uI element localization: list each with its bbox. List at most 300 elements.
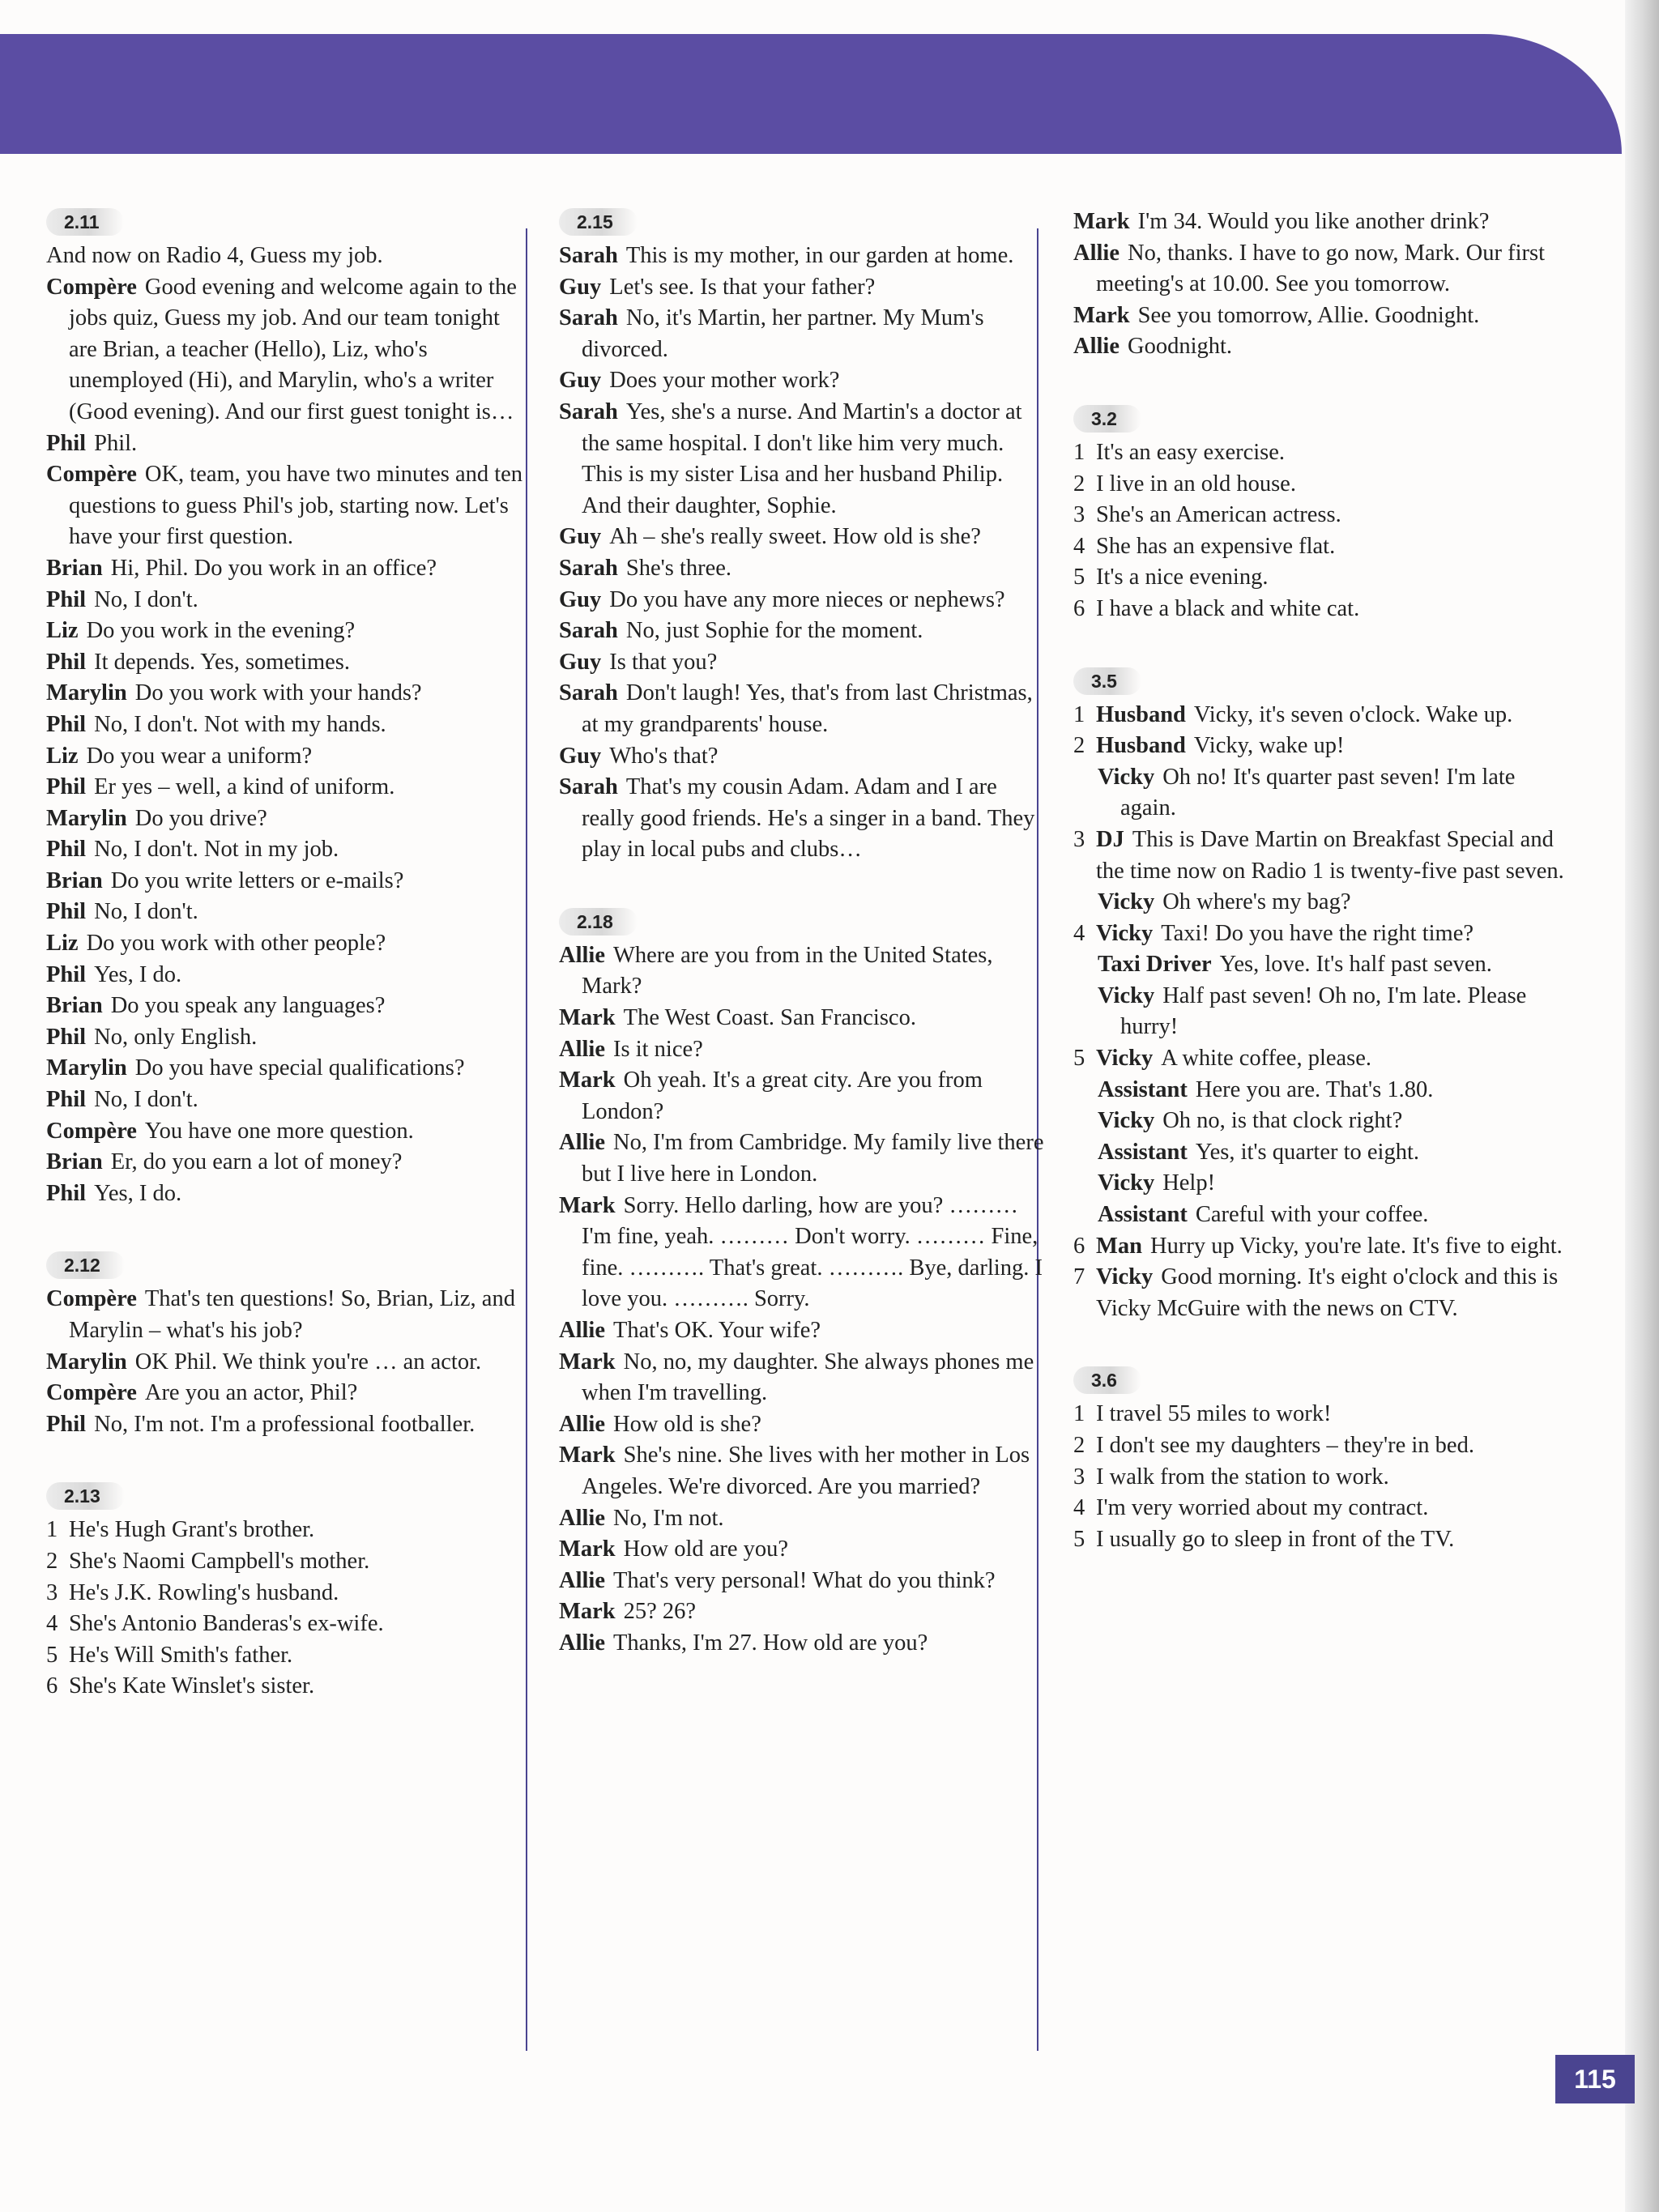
speaker-name: Sarah <box>559 618 618 644</box>
line-text: Is it nice? <box>613 1036 703 1062</box>
list-item <box>46 1640 524 1672</box>
dialogue-line <box>559 678 1045 740</box>
item-number: 2 <box>1073 733 1085 759</box>
page-number: 115 <box>1555 2055 1635 2103</box>
dialogue-line <box>559 1503 1045 1535</box>
line-text: Good morning. It's eight o'clock and this is Vicky McGuire with the news on CTV. <box>1096 1264 1559 1321</box>
dialogue-line <box>559 1596 1045 1628</box>
speaker-name: Brian <box>46 993 103 1019</box>
line-text: Do you write letters or e-mails? <box>110 867 404 893</box>
item-number: 1 <box>1073 701 1085 727</box>
section-2-18 <box>559 906 1045 1660</box>
line-text: Are you an actor, Phil? <box>144 1380 358 1406</box>
speaker-name: Mark <box>559 1349 616 1375</box>
section-2-11 <box>46 207 524 1209</box>
item-text: She's Naomi Campbell's mother. <box>69 1548 370 1574</box>
dialogue-line <box>559 553 1045 585</box>
speaker-name: Phil <box>46 711 87 737</box>
line-text: Does your mother work? <box>609 368 840 394</box>
dialogue-line <box>46 897 524 928</box>
list-item <box>46 1515 524 1546</box>
dialogue-line <box>46 1147 524 1178</box>
speaker-name: Phil <box>46 837 87 863</box>
speaker-name: Marylin <box>46 1349 127 1375</box>
dialogue-line <box>46 616 524 647</box>
dialogue-line <box>46 1085 524 1116</box>
dialogue-line <box>46 272 524 428</box>
item-number: 6 <box>1073 1233 1085 1259</box>
speaker-name: Compère <box>46 1286 137 1312</box>
item-text: I travel 55 miles to work! <box>1096 1401 1332 1427</box>
line-text: No, I don't. <box>94 899 198 925</box>
speaker-name: Allie <box>559 1130 605 1156</box>
speaker-name: Allie <box>559 1036 605 1062</box>
line-text: Oh no, is that clock right? <box>1162 1108 1403 1134</box>
speaker-name: Taxi Driver <box>1098 952 1212 978</box>
dialogue-line <box>559 1628 1045 1660</box>
speaker-name: Brian <box>46 1149 103 1175</box>
item-text: She's an American actress. <box>1096 502 1341 528</box>
line-text: Ah – she's really sweet. How old is she? <box>609 524 981 550</box>
list-item <box>1073 1493 1567 1524</box>
speaker-name: Assistant <box>1098 1202 1188 1228</box>
line-text: Yes, it's quarter to eight. <box>1195 1139 1419 1165</box>
line-text: The West Coast. San Francisco. <box>623 1005 916 1031</box>
dialogue-line <box>46 241 524 272</box>
line-text: Oh yeah. It's a great city. Are you from London? <box>582 1068 983 1124</box>
speaker-name: Vicky <box>1096 1264 1154 1290</box>
dialogue-line <box>1073 1200 1567 1231</box>
speaker-name: Sarah <box>559 555 618 581</box>
speaker-name: Liz <box>46 931 79 957</box>
track-tag: 3.5 <box>1073 667 1141 695</box>
speaker-name: Allie <box>559 942 605 968</box>
dialogue-line <box>559 397 1045 522</box>
track-tag: 2.15 <box>559 208 638 236</box>
dialogue-line <box>46 1409 524 1441</box>
line-text: Vicky, it's seven o'clock. Wake up. <box>1193 701 1513 727</box>
line-text: Half past seven! Oh no, I'm late. Please hurry! <box>1120 982 1527 1040</box>
speaker-name: Vicky <box>1098 889 1155 915</box>
header-banner <box>0 34 1622 154</box>
dialogue-line <box>46 553 524 585</box>
speaker-name: Vicky <box>1098 982 1155 1008</box>
speaker-name: Brian <box>46 555 103 581</box>
speaker-name: Sarah <box>559 680 618 706</box>
dialogue <box>1073 700 1567 1325</box>
dialogue-line <box>46 741 524 773</box>
dialogue-line <box>559 272 1045 304</box>
speaker-name: Phil <box>46 1024 87 1050</box>
section-2-12 <box>46 1250 524 1440</box>
list-item <box>1073 437 1567 469</box>
speaker-name: Mark <box>559 1005 616 1031</box>
item-text: He's Hugh Grant's brother. <box>69 1517 315 1543</box>
dialogue-line <box>46 960 524 991</box>
line-text: Do you work with your hands? <box>134 680 422 706</box>
list-item <box>1073 1524 1567 1556</box>
speaker-name: Sarah <box>559 305 618 331</box>
item-text: She's Kate Winslet's sister. <box>69 1673 315 1699</box>
speaker-name: Mark <box>1073 209 1130 234</box>
speaker-name: Brian <box>46 867 103 893</box>
line-text: Help! <box>1162 1170 1216 1196</box>
track-tag: 2.18 <box>559 908 638 936</box>
line-text: No, no, my daughter. She always phones me when I'm travelling. <box>582 1349 1034 1406</box>
list-item <box>46 1546 524 1578</box>
dialogue-line <box>46 866 524 897</box>
line-text: OK, team, you have two minutes and ten questions to guess Phil's job, starting now. Let's have your first question. <box>69 462 523 550</box>
item-text: He's Will Smith's father. <box>69 1642 293 1668</box>
dialogue-line <box>559 647 1045 679</box>
item-number: 3 <box>1073 502 1085 528</box>
dialogue-line <box>559 616 1045 647</box>
dialogue-line <box>1073 700 1567 731</box>
item-number: 5 <box>1073 565 1085 590</box>
line-text: This is my mother, in our garden at home. <box>625 243 1014 268</box>
speaker-name: Sarah <box>559 243 618 268</box>
line-text: No, thanks. I have to go now, Mark. Our first meeting's at 10.00. See you tomorrow. <box>1096 240 1546 297</box>
item-number: 7 <box>1073 1264 1085 1290</box>
line-text: That's OK. Your wife? <box>613 1318 821 1343</box>
section-3-2 <box>1073 403 1567 625</box>
list-item <box>46 1578 524 1609</box>
item-text: It's an easy exercise. <box>1096 439 1286 465</box>
item-number: 5 <box>1073 1526 1085 1552</box>
dialogue-line <box>46 647 524 679</box>
speaker-name: Marylin <box>46 680 127 706</box>
dialogue-line <box>1073 1106 1567 1137</box>
speaker-name: Allie <box>559 1630 605 1656</box>
line-text: No, I'm from Cambridge. My family live there but I live here in London. <box>582 1130 1044 1187</box>
line-text: No, only English. <box>94 1024 258 1050</box>
list-item <box>1073 594 1567 625</box>
dialogue-line <box>46 991 524 1022</box>
speaker-name: Phil <box>46 961 87 987</box>
line-text: How old are you? <box>623 1536 789 1562</box>
dialogue-line <box>46 428 524 460</box>
speaker-name: Phil <box>46 899 87 925</box>
line-text: No, I'm not. I'm a professional footballer. <box>94 1411 476 1437</box>
line-text: Do you wear a uniform? <box>86 743 313 769</box>
speaker-name: Man <box>1096 1233 1142 1259</box>
line-text: That's ten questions! So, Brian, Liz, and Marylin – what's his job? <box>69 1286 515 1343</box>
dialogue-line <box>1073 331 1567 363</box>
line-text: Do you have any more nieces or nephews? <box>609 586 1005 612</box>
line-text: Yes, love. It's half past seven. <box>1219 952 1492 978</box>
line-text: Do you drive? <box>134 805 267 831</box>
line-text: Here you are. That's 1.80. <box>1195 1076 1434 1102</box>
dialogue-line <box>1073 1168 1567 1200</box>
dialogue-line <box>46 1022 524 1054</box>
item-text: I walk from the station to work. <box>1096 1464 1389 1490</box>
line-text: No, I don't. <box>94 1087 198 1113</box>
dialogue-line <box>46 1116 524 1148</box>
dialogue-line <box>559 585 1045 616</box>
speaker-name: Phil <box>46 649 87 675</box>
speaker-name: Assistant <box>1098 1139 1188 1165</box>
dialogue-line <box>559 365 1045 397</box>
dialogue-line <box>559 1127 1045 1190</box>
line-text: See you tomorrow, Allie. Goodnight. <box>1137 302 1480 328</box>
item-number: 4 <box>1073 920 1085 946</box>
item-text: I live in an old house. <box>1096 471 1296 497</box>
column-left <box>46 207 524 1743</box>
line-text: Who's that? <box>609 743 719 769</box>
line-text: Do you have special qualifications? <box>134 1055 465 1081</box>
item-number: 6 <box>1073 595 1085 621</box>
dialogue <box>559 241 1045 866</box>
dialogue-line <box>559 772 1045 866</box>
dialogue-line <box>1073 825 1567 887</box>
dialogue-line <box>559 1566 1045 1597</box>
speaker-name: Mark <box>559 1599 616 1625</box>
track-tag: 3.6 <box>1073 1366 1141 1394</box>
dialogue-line <box>1073 731 1567 762</box>
line-text: A white coffee, please. <box>1161 1046 1372 1072</box>
line-text: Taxi! Do you have the right time? <box>1161 920 1474 946</box>
item-number: 3 <box>46 1579 58 1605</box>
speaker-name: Allie <box>559 1567 605 1593</box>
speaker-name: Allie <box>559 1411 605 1437</box>
dialogue-line <box>46 1378 524 1409</box>
track-tag: 3.2 <box>1073 405 1141 433</box>
speaker-name: Compère <box>46 1380 137 1406</box>
dialogue-line <box>1073 300 1567 332</box>
speaker-name: Phil <box>46 430 87 456</box>
scan-edge <box>1625 0 1659 2212</box>
speaker-name: Husband <box>1096 733 1186 759</box>
dialogue-line <box>559 1409 1045 1441</box>
dialogue-line <box>46 459 524 553</box>
dialogue-line <box>559 1315 1045 1347</box>
dialogue-line <box>559 1003 1045 1034</box>
line-text: This is Dave Martin on Breakfast Special and the time now on Radio 1 is twenty-five past seven. <box>1096 826 1564 884</box>
dialogue-line <box>559 522 1045 553</box>
speaker-name: Phil <box>46 586 87 612</box>
item-text: I usually go to sleep in front of the TV. <box>1096 1526 1455 1552</box>
item-text: It's a nice evening. <box>1096 565 1269 590</box>
speaker-name: Assistant <box>1098 1076 1188 1102</box>
line-text: No, I'm not. <box>613 1505 724 1531</box>
speaker-name: Sarah <box>559 399 618 424</box>
line-text: Don't laugh! Yes, that's from last Christmas, at my grandparents' house. <box>582 680 1033 737</box>
line-text: She's three. <box>625 555 732 581</box>
speaker-name: Marylin <box>46 805 127 831</box>
speaker-name: Phil <box>46 1180 87 1206</box>
line-text: Er yes – well, a kind of uniform. <box>94 774 395 800</box>
speaker-name: Liz <box>46 618 79 644</box>
track-tag: 2.12 <box>46 1251 125 1279</box>
line-text: Where are you from in the United States, Mark? <box>582 942 993 999</box>
speaker-name: Mark <box>559 1536 616 1562</box>
line-text: Thanks, I'm 27. How old are you? <box>613 1630 928 1656</box>
item-number: 4 <box>46 1611 58 1637</box>
speaker-name: Guy <box>559 524 602 550</box>
item-number: 4 <box>1073 1495 1085 1521</box>
speaker-name: Vicky <box>1096 920 1154 946</box>
dialogue-line <box>1073 918 1567 950</box>
dialogue-line <box>1073 207 1567 238</box>
dialogue <box>559 940 1045 1660</box>
section-2-18-continued <box>1073 207 1567 363</box>
dialogue-line <box>559 1191 1045 1315</box>
line-text: She's nine. She lives with her mother in Los Angeles. We're divorced. Are you married? <box>582 1443 1030 1499</box>
dialogue-line <box>46 710 524 741</box>
dialogue-line <box>559 303 1045 365</box>
item-number: 3 <box>1073 826 1085 852</box>
line-text: Sorry. Hello darling, how are you? ……… I'm fine, yeah. ……… Don't worry. ……… Fine, fine. ………. That's great. ………. Bye, darling. I love you. ………. Sorry. <box>582 1192 1043 1312</box>
dialogue-line <box>1073 887 1567 918</box>
speaker-name: Allie <box>559 1505 605 1531</box>
item-number: 2 <box>1073 471 1085 497</box>
dialogue-line <box>1073 1262 1567 1324</box>
item-number: 4 <box>1073 533 1085 559</box>
dialogue-line <box>1073 949 1567 981</box>
column-middle <box>559 207 1045 1700</box>
dialogue-line <box>559 1034 1045 1066</box>
line-text: Yes, I do. <box>94 961 182 987</box>
speaker-name: Guy <box>559 743 602 769</box>
speaker-name: Phil <box>46 1411 87 1437</box>
line-text: Let's see. Is that your father? <box>609 274 876 300</box>
dialogue-line <box>1073 1137 1567 1169</box>
speaker-name: Allie <box>559 1318 605 1343</box>
speaker-name: Husband <box>1096 701 1186 727</box>
dialogue-line <box>46 1347 524 1379</box>
line-text: Goodnight. <box>1128 334 1233 360</box>
speaker-name: Vicky <box>1098 1170 1155 1196</box>
item-number: 2 <box>1073 1433 1085 1458</box>
speaker-name: Vicky <box>1098 1108 1155 1134</box>
track-tag: 2.13 <box>46 1482 125 1510</box>
section-2-13 <box>46 1481 524 1703</box>
speaker-name: Compère <box>46 462 137 488</box>
speaker-name: Vicky <box>1096 1046 1154 1072</box>
speaker-name: Allie <box>1073 240 1120 266</box>
line-text: Vicky, wake up! <box>1193 733 1345 759</box>
dialogue-line <box>46 834 524 866</box>
dialogue-line <box>559 1065 1045 1127</box>
section-3-5 <box>1073 666 1567 1325</box>
dialogue-line <box>559 1534 1045 1566</box>
line-text: And now on Radio 4, Guess my job. <box>46 243 383 268</box>
line-text: Yes, I do. <box>94 1180 182 1206</box>
speaker-name: Guy <box>559 274 602 300</box>
item-number: 3 <box>1073 1464 1085 1490</box>
line-text: How old is she? <box>613 1411 761 1437</box>
list-item <box>1073 531 1567 563</box>
line-text: No, I don't. Not with my hands. <box>94 711 386 737</box>
speaker-name: Mark <box>559 1192 616 1218</box>
dialogue-line <box>46 585 524 616</box>
dialogue-line <box>46 678 524 710</box>
dialogue-line <box>46 1284 524 1346</box>
speaker-name: Marylin <box>46 1055 127 1081</box>
dialogue-line <box>559 1347 1045 1409</box>
list-item <box>46 1671 524 1703</box>
line-text: Do you work in the evening? <box>86 618 356 644</box>
dialogue-line <box>1073 762 1567 825</box>
dialogue-line <box>46 1053 524 1085</box>
section-3-6 <box>1073 1365 1567 1555</box>
speaker-name: Liz <box>46 743 79 769</box>
dialogue-line <box>1073 981 1567 1043</box>
list-item <box>1073 1462 1567 1494</box>
item-text: She has an expensive flat. <box>1096 533 1336 559</box>
dialogue-line <box>1073 238 1567 300</box>
item-number: 2 <box>46 1548 58 1574</box>
line-text: Hurry up Vicky, you're late. It's five to eight. <box>1150 1233 1563 1259</box>
speaker-name: DJ <box>1096 826 1124 852</box>
dialogue-line <box>46 803 524 835</box>
list-item <box>1073 562 1567 594</box>
dialogue-line <box>559 940 1045 1003</box>
list-item <box>1073 1430 1567 1462</box>
line-text: Do you speak any languages? <box>110 993 386 1019</box>
speaker-name: Compère <box>46 1118 137 1144</box>
dialogue-line <box>559 241 1045 272</box>
speaker-name: Mark <box>559 1443 616 1468</box>
item-number: 6 <box>46 1673 58 1699</box>
line-text: Er, do you earn a lot of money? <box>110 1149 403 1175</box>
speaker-name: Sarah <box>559 774 618 800</box>
line-text: It depends. Yes, sometimes. <box>94 649 350 675</box>
line-text: You have one more question. <box>144 1118 414 1144</box>
item-number: 1 <box>1073 439 1085 465</box>
item-number: 5 <box>46 1642 58 1668</box>
line-text: No, it's Martin, her partner. My Mum's divorced. <box>582 305 984 362</box>
item-text: I'm very worried about my contract. <box>1096 1495 1429 1521</box>
dialogue <box>46 241 524 1209</box>
list-item <box>46 1609 524 1640</box>
speaker-name: Mark <box>559 1068 616 1093</box>
numbered-list <box>46 1515 524 1703</box>
speaker-name: Guy <box>559 586 602 612</box>
dialogue <box>1073 207 1567 363</box>
speaker-name: Vicky <box>1098 764 1155 790</box>
item-number: 5 <box>1073 1046 1085 1072</box>
line-text: Oh no! It's quarter past seven! I'm late again. <box>1120 764 1516 821</box>
speaker-name: Compère <box>46 274 137 300</box>
line-text: 25? 26? <box>623 1599 697 1625</box>
dialogue-line <box>559 1440 1045 1502</box>
column-right <box>1073 207 1567 1596</box>
dialogue-line <box>1073 1043 1567 1075</box>
dialogue-line <box>46 1178 524 1210</box>
list-item <box>1073 1399 1567 1430</box>
line-text: That's my cousin Adam. Adam and I are really good friends. He's a singer in a band. They play in local pubs and clubs… <box>582 774 1035 863</box>
section-2-15 <box>559 207 1045 866</box>
line-text: No, I don't. Not in my job. <box>94 837 339 863</box>
numbered-list <box>1073 1399 1567 1555</box>
item-number: 1 <box>46 1517 58 1543</box>
line-text: Good evening and welcome again to the jobs quiz, Guess my job. And our team tonight are Brian, a teacher (Hello), Liz, who's unemployed (Hi), and Marylin, who's a writer (Good evening). And our first guest tonight is… <box>69 274 517 424</box>
dialogue-line <box>559 741 1045 773</box>
line-text: Yes, she's a nurse. And Martin's a doctor at the same hospital. I don't like him very much. This is my sister Lisa and her husband Philip. And their daughter, Sophie. <box>582 399 1022 518</box>
speaker-name: Phil <box>46 774 87 800</box>
numbered-list <box>1073 437 1567 625</box>
item-text: He's J.K. Rowling's husband. <box>69 1579 339 1605</box>
item-text: I don't see my daughters – they're in bed. <box>1096 1433 1474 1458</box>
speaker-name: Mark <box>1073 302 1130 328</box>
line-text: Hi, Phil. Do you work in an office? <box>110 555 437 581</box>
line-text: No, just Sophie for the moment. <box>625 618 923 644</box>
line-text: Phil. <box>94 430 138 456</box>
line-text: Is that you? <box>609 649 718 675</box>
track-tag: 2.11 <box>46 208 124 236</box>
line-text: Do you work with other people? <box>86 931 386 957</box>
